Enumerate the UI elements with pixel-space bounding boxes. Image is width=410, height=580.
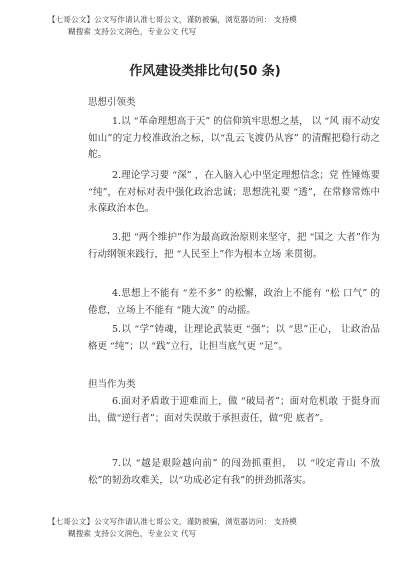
- paragraph-5: 5.以 “学”铸魂，让理论武装更 “强”；以 “思”正心， 让政治品格更 “纯”；以 “践”立行，让担当底气更 “足”。: [88, 324, 380, 352]
- footer-line-1: 【七哥公文】公文写作请认准七哥公文，谨防被骗，浏览器访问： 支持模: [48, 517, 297, 526]
- page-header: [48, 14, 370, 38]
- document-title: 作风建设类排比句(50 条): [129, 64, 281, 79]
- section-heading-action: 担当作为类: [88, 379, 136, 390]
- paragraph-1: 1.以 “革命理想高于天” 的信仰筑牢思想之基， 以 “风 雨不动安如山”的定力校准政治之标，以“乱云飞渡仍从容” 的清醒把稳行动之舵。: [88, 116, 380, 160]
- paragraph-7: 7.以 “越是艰险越向前” 的闯劲抓重担， 以 “咬定青山 不放松”的韧劲攻难关，以“功成必定有我”的拼劲抓落实。: [88, 458, 380, 486]
- header-line-2: 糊搜索 支持公文润色，专业公文 代写: [68, 27, 197, 36]
- paragraph-3: 3.把 “两个维护”作为最高政治原则来坚守，把 “国之 大者”作为行动纲领来践行，把 “人民至上”作为根本立场 来贯彻。: [88, 232, 380, 260]
- paragraph-2: 2.理论学习要 “深” ，在入脑入心中坚定理想信念；党 性锤炼要 “纯”，在对标对表中强化政治忠诚；思想洗礼要 “透”，在常修常炼中永葆政治本色。: [88, 170, 380, 214]
- page-footer: [48, 516, 370, 540]
- paragraph-4: 4.思想上不能有 “差不多” 的松懈，政治上不能有 “松 口气” 的倦怠，立场上不能有 “随大流” 的动摇。: [88, 288, 380, 316]
- header-line-1: 【七哥公文】公文写作请认准七哥公文，谨防被骗，浏览器访问： 支持模: [48, 15, 297, 24]
- section-heading-thought: 思想引领类: [88, 97, 136, 108]
- footer-line-2: 糊搜索 支持公文润色，专业公文 代写: [68, 529, 197, 538]
- paragraph-6: 6.面对矛盾敢于迎难而上，做 “破局者”；面对危机敢 于挺身而出，做“逆行者”；面对失误敢于承担责任，做“兜 底者”。: [88, 396, 380, 424]
